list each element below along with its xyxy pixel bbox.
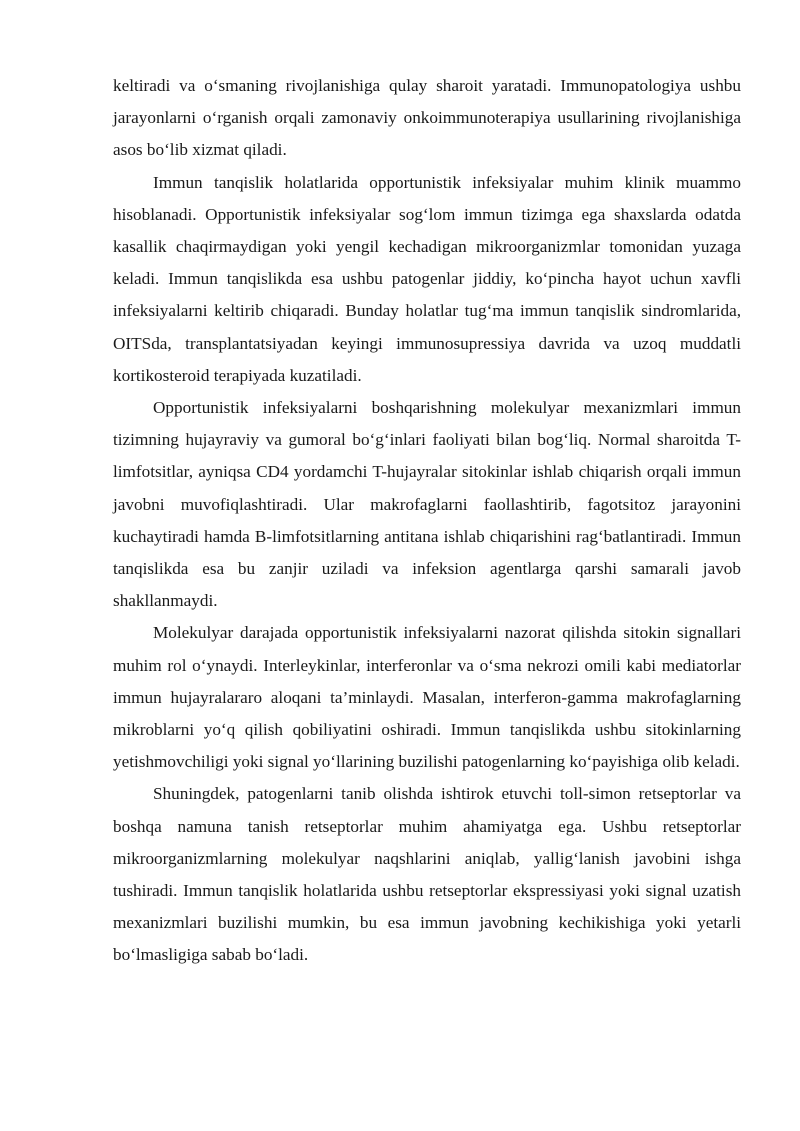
paragraph-cytokine-signals: Molekulyar darajada opportunistik infeksiyalarni nazorat qilishda sitokin signallari muhim rol o‘ynaydi. Interleykinlar, interferonlar va o‘sma nekrozi omili kabi mediatorlar immun hujayralararo aloqani ta’minlaydi. Masalan, interferon-gamma makrofaglarning mikroblarni yo‘q qilish qobiliyatini oshiradi. Immun tanqislikda ushbu sitokinlarning yetishmovchiligi yoki signal yo‘llarining buzilishi patogenlarning ko‘payishiga olib keladi.: [113, 623, 741, 772]
paragraph-opportunistic-infections: Immun tanqislik holatlarida opportunistik infeksiyalar muhim klinik muammo hisoblanadi. Opportunistik infeksiyalar sog‘lom immun tizimga ega shaxslarda odatda kasallik chaqirmaydigan yoki yengil kechadigan mikroorganizmlar tomonidan yuzaga keladi. Immun tanqislikda esa ushbu patogenlar jiddiy, ko‘pincha hayot uchun xavfli infeksiyalarni keltirib chiqaradi. Bunday holatlar tug‘ma immun tanqislik sindromlarida, OITSda, transplantatsiyadan keyingi immunosupressiya davrida va uzoq muddatli kortikosteroid terapiyada kuzatiladi.: [113, 172, 741, 385]
paragraph-continuation: keltiradi va o‘smaning rivojlanishiga qulay sharoit yaratadi. Immunopatologiya ushbu jarayonlarni o‘rganish orqali zamonaviy onkoimmunoterapiya usullarining rivojlanishiga asos bo‘lib xizmat qiladi.: [113, 76, 741, 160]
paragraph-molecular-mechanisms: Opportunistik infeksiyalarni boshqarishning molekulyar mexanizmlari immun tizimning hujayraviy va gumoral bo‘g‘inlari faoliyati bilan bog‘liq. Normal sharoitda T-limfotsitlar, ayniqsa CD4 yordamchi T-hujayralar sitokinlar ishlab chiqarish orqali immun javobni muvofiqlashtiradi. Ular makrofaglarni faollashtirib, fagotsitoz jarayonini kuchaytiradi hamda B-limfotsitlarning antitana ishlab chiqarishini rag‘batlantiradi. Immun tanqislikda esa bu zanjir uziladi va infeksion agentlarga qarshi samarali javob shakllanmaydi.: [113, 398, 741, 611]
paragraph-toll-like-receptors: Shuningdek, patogenlarni tanib olishda ishtirok etuvchi toll-simon retseptorlar va boshqa namuna tanish retseptorlar muhim ahamiyatga ega. Ushbu retseptorlar mikroorganizmlarning molekulyar naqshlarini aniqlab, yallig‘lanish javobini ishga tushiradi. Immun tanqislik holatlarida ushbu retseptorlar ekspressiyasi yoki signal uzatish mexanizmlari buzilishi mumkin, bu esa immun javobning kechikishiga yoki yetarli bo‘lmasligiga sabab bo‘ladi.: [113, 784, 741, 965]
document-page: [113, 70, 741, 972]
